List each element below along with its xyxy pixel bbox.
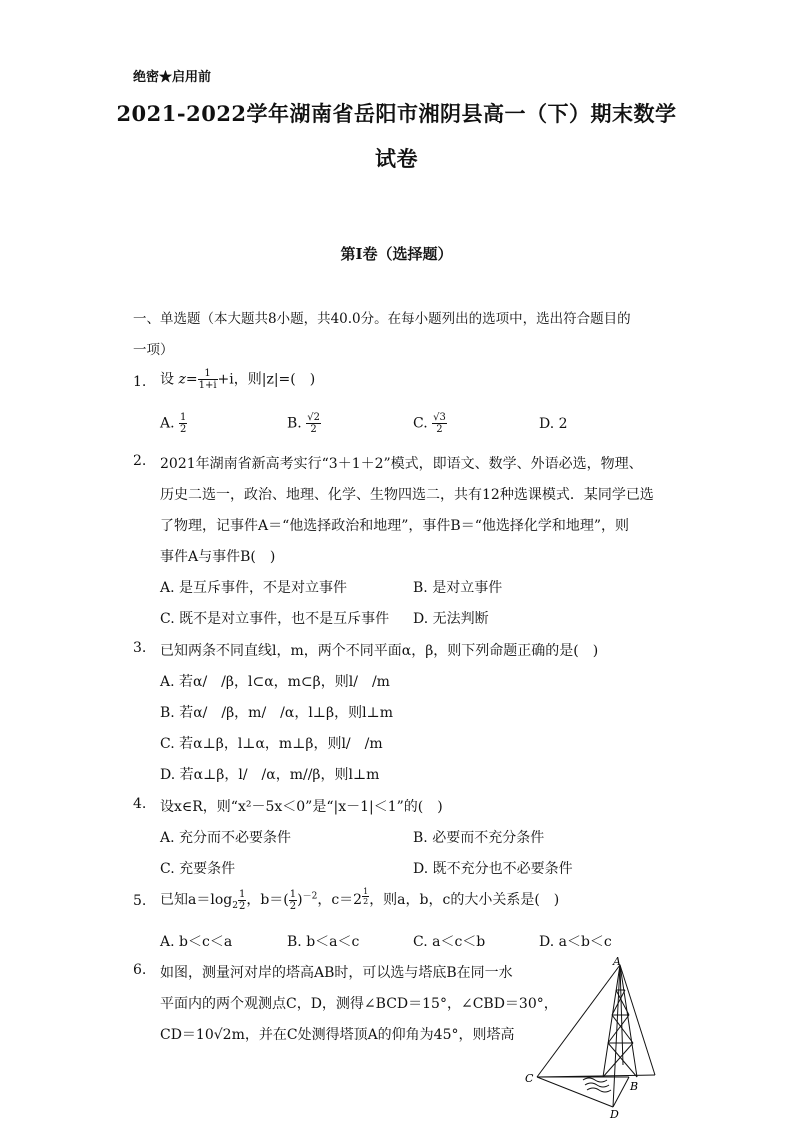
- river-wave-3: [587, 1088, 611, 1092]
- q1-opt-b-num: √2: [307, 412, 320, 423]
- q5-option-b: B. b＜a＜c: [287, 934, 360, 950]
- q5-stem: [160, 887, 559, 912]
- q2-stem-line2: 历史二选一，政治、地理、化学、生物四选二，共有12种选课模式．某同学已选: [160, 487, 654, 503]
- q1-opt-a-den: 2: [180, 424, 187, 435]
- line-ac: [537, 965, 620, 1077]
- q2-number: 2.: [133, 453, 147, 469]
- q5-stem-mid1: ，b＝(: [246, 892, 289, 909]
- q1-opt-c-label: C.: [413, 415, 428, 432]
- q5-exp-num: 1: [363, 887, 369, 896]
- q5-frac-b: [289, 889, 297, 912]
- tower-figure: [525, 955, 665, 1120]
- exam-title-line2: 试卷: [375, 146, 418, 171]
- q3-stem: 已知两条不同直线l，m，两个不同平面α，β，则下列命题正确的是( ): [160, 643, 599, 659]
- q1-option-d: D. 2: [539, 416, 568, 432]
- volume-heading: 第I卷（选择题）: [340, 245, 453, 263]
- q6-stem-line2: 平面内的两个观测点C，D，测得∠BCD＝15°，∠CBD＝30°，: [160, 996, 558, 1012]
- q1-opt-a-num: 1: [180, 412, 187, 423]
- river-wave-2: [585, 1083, 609, 1087]
- q2-stem-line4: 事件A与事件B( ): [160, 549, 276, 565]
- q1-frac-den: 1+i: [198, 380, 217, 391]
- q5-exponent-neg2: －2: [302, 891, 318, 902]
- q2-option-c: C. 既不是对立事件，也不是互斥事件: [160, 611, 390, 627]
- q5-number: 5.: [133, 893, 147, 909]
- river-wave-1: [583, 1078, 607, 1082]
- label-c: C: [525, 1072, 534, 1085]
- q4-option-a: A. 充分而不必要条件: [160, 830, 292, 846]
- q5-frac-b-num: 1: [289, 888, 297, 900]
- line-bd: [613, 1077, 629, 1107]
- q5-stem-mid3: ，c＝2: [317, 892, 363, 909]
- q5-frac-a-num: 1: [238, 888, 246, 900]
- q4-option-b: B. 必要而不充分条件: [413, 830, 545, 846]
- q1-rest: +i，则|z|=( ): [217, 371, 316, 388]
- q1-opt-b-fraction: [306, 412, 321, 435]
- q5-frac-a-den: 2: [238, 900, 246, 912]
- q6-stem-line3: CD＝10√2m，并在C处测得塔顶A的仰角为45°，则塔高: [160, 1027, 515, 1043]
- q5-option-a: A. b＜c＜a: [160, 934, 233, 950]
- q1-frac-num: 1: [198, 368, 218, 380]
- q5-stem-pre: 已知a＝log: [160, 892, 233, 909]
- q4-stem: 设x∈R，则“x²－5x＜0”是“|x－1|＜1”的( ): [160, 799, 443, 815]
- q2-option-a: A. 是互斥事件，不是对立事件: [160, 580, 348, 596]
- q1-opt-a-fraction: [179, 412, 187, 435]
- q2-option-b: B. 是对立事件: [413, 580, 503, 596]
- q1-pre: 设: [160, 371, 174, 388]
- q5-log-base: 2: [232, 900, 238, 911]
- q1-var-z: z: [178, 371, 186, 388]
- q2-option-d: D. 无法判断: [413, 611, 489, 627]
- q1-fraction: [198, 368, 218, 391]
- section-instruction-line1: 一、单选题（本大题共8小题，共40.0分。在每小题列出的选项中，选出符合题目的: [133, 311, 631, 327]
- q3-option-a: A. 若α/ /β，l⊂α，m⊂β，则l/ /m: [160, 674, 390, 690]
- q1-opt-a-label: A.: [160, 415, 175, 432]
- q6-number: 6.: [133, 962, 147, 978]
- q1-eq: =: [185, 371, 198, 388]
- q1-option-b: [287, 412, 321, 435]
- q5-stem-post: ，则a，b，c的大小关系是( ): [369, 892, 560, 909]
- label-d: D: [610, 1108, 619, 1120]
- q6-stem-line1: 如图，测量河对岸的塔高AB时，可以选与塔底B在同一水: [160, 965, 513, 981]
- q1-number: 1.: [133, 374, 147, 390]
- q2-stem-line1: 2021年湖南省新高考实行“3＋1＋2”模式，即语文、数学、外语必选，物理、: [160, 456, 643, 472]
- q3-option-c: C. 若α⊥β，l⊥α，m⊥β，则l/ /m: [160, 736, 383, 752]
- exam-title-line1: 2021-2022学年湖南省岳阳市湘阴县高一（下）期末数学: [116, 101, 677, 126]
- q1-option-c: [413, 412, 447, 435]
- label-b: B: [630, 1080, 639, 1093]
- q5-option-c: C. a＜c＜b: [413, 934, 486, 950]
- q4-option-d: D. 既不充分也不必要条件: [413, 861, 573, 877]
- q4-number: 4.: [133, 796, 147, 812]
- q5-option-d: D. a＜b＜c: [539, 934, 612, 950]
- confidential-label: 绝密★启用前: [133, 70, 212, 85]
- q2-stem-line3: 了物理，记事件A＝“他选择政治和地理”，事件B＝“他选择化学和地理”，则: [160, 518, 630, 534]
- tower-cross-4: [608, 1015, 629, 1043]
- q1-opt-c-fraction: [432, 412, 447, 435]
- q3-number: 3.: [133, 640, 147, 656]
- q3-option-b: B. 若α/ /β，m/ /α，l⊥β，则l⊥m: [160, 705, 393, 721]
- q5-frac-b-den: 2: [289, 900, 297, 912]
- q1-stem: [160, 368, 315, 391]
- q1-opt-b-label: B.: [287, 415, 302, 432]
- section-instruction-line2: 一项）: [133, 342, 174, 358]
- q1-opt-c-num: √3: [433, 412, 446, 423]
- q5-exp-den: 2: [363, 897, 369, 906]
- q1-opt-b-den: 2: [310, 424, 317, 435]
- q1-option-a: [160, 412, 187, 435]
- label-a: A: [613, 955, 621, 968]
- q4-option-c: C. 充要条件: [160, 861, 236, 877]
- q3-option-d: D. 若α⊥β，l/ /α，m//β，则l⊥m: [160, 767, 380, 783]
- q1-opt-c-den: 2: [436, 424, 443, 435]
- q5-stem-mid2: ): [297, 892, 303, 909]
